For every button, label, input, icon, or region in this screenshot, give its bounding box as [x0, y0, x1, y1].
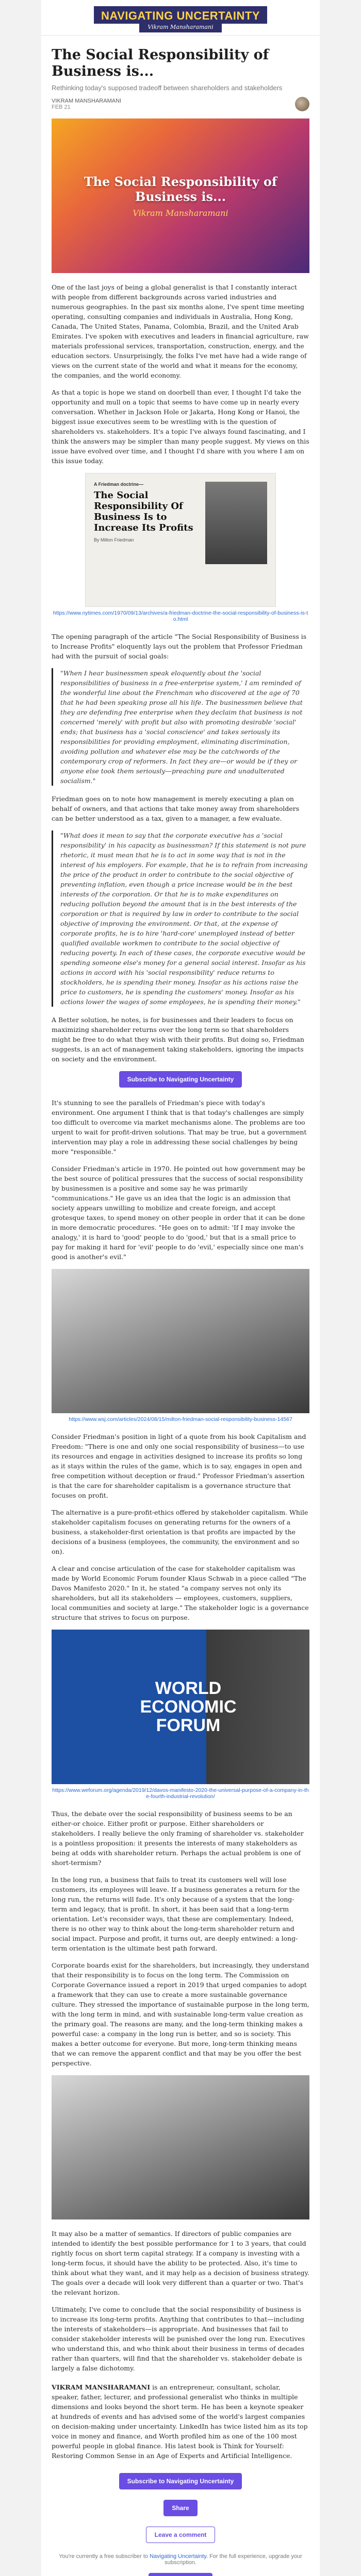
paragraph: As that a topic is hope we stand on doorbell than ever, I thought I'd take the opportunity and mull on a topic that seems to have come up in nearly every conversation. Whether in Jackson Hole or Jakarta, Hong Kong or Hanoi, the biggest issue executives seem to be wrestling with is the question of shareholders vs. stakeholders. It's a topic I've always found fascinating, and I think the answers may be simpler than many people suggest. My views on this issue have evolved over time, and I thought I'd share with you where I am on this issue today.: [52, 388, 309, 465]
upgrade-wrap: [52, 2573, 309, 2576]
article-content: [41, 47, 320, 2576]
footer-prefix: You're currently a free subscriber to: [59, 2553, 149, 2560]
figure-caption-link[interactable]: https://www.wsj.com/articles/2024/08/15/milton-friedman-social-responsibility-business-14567: [69, 1416, 292, 1422]
clipping-author: By Milton Friedman: [94, 537, 134, 543]
subscribe-wrap: [52, 1071, 309, 1088]
paragraph: Ultimately, I've come to conclude that the social responsibility of business is to increase its long-term profits. Anything that contributes to that—including the interests of stakeholders—is appropriate. And businesses that fail to consider stakeholder interests will be punished over the long run. Executives who understand this, and who think about their business in terms of decades rather than quarters, will find that the shareholder vs. stakeholder debate is largely a false dichotomy.: [52, 2306, 305, 2372]
upgrade-button[interactable]: [149, 2573, 212, 2576]
avatar[interactable]: [295, 97, 309, 111]
byline: [52, 97, 309, 111]
subscriber-note: [52, 2553, 309, 2566]
paragraph: Consider Friedman's position in light of a quote from his book Capitalism and Freedom: "There is one and only one social responsibility of business—to use its resources and engage in activities designed to increase its profits so long as it stays within the rules of the game, which is to say, engages in open and free competition without deception or fraud." Professor Friedman's assertion is that the care for shareholder capitalism is a governance structure that focuses on profit.: [52, 1433, 306, 1499]
speaker-photo: [52, 2075, 309, 2219]
wef-line: FORUM: [156, 1716, 221, 1735]
blockquote: [52, 831, 309, 1007]
friedman-photo: [205, 482, 267, 564]
wef-banner: [52, 1630, 309, 1784]
wef-logo-text: [106, 1679, 255, 1735]
paragraph: A clear and concise articulation of the case for stakeholder capitalism was made by World Economic Forum founder Klaus Schwab in a piece called "The Davos Manifesto 2020." In it, he stated "a company serves not only its shareholders, but all its stakeholders — employees, customers, suppliers, local communities and society at large." The stakeholder logic is a governance structure that strives to focus on purpose.: [52, 1565, 309, 1621]
hero-byline: Vikram Mansharamani: [133, 208, 228, 218]
blockquote: [52, 668, 309, 786]
paragraph: The opening paragraph of the article "The Social Responsibility of Business is to Increase Profits" eloquently lays out the problem that Professor Friedman had with the pursuit of social goals:: [52, 633, 307, 660]
wef-figure: [52, 1630, 309, 1800]
photo-figure: [52, 2075, 309, 2219]
paragraph: Corporate boards exist for the shareholders, but increasingly, they understand that their responsibility is to focus on the long term. The Commission on Corporate Governance issued a report in 2019 that urged companies to adopt a framework that they can use to create a more sustainable governance culture. They stressed the importance of sustainable purpose in the long term, with the long term in mind, and with sustainable long-term value creation as the primary goal. The reasons are many, and the long-term thinking makes a powerful case: a company in the long run is better, and so is society. This makes a better outcome for everyone. But more, long-term thinking means that we can remove the apparent conflict and that may be you offer the best perspective.: [52, 1961, 309, 2067]
paragraph: In the long run, a business that fails to treat its customers well will lose customers, its employees will leave. If a business generates a return for the long run, the returns will fade. It's only because of a system that the long-term and legacy, that is profit. In short, it has been said that a long-term orientation. Let's reconsider ways, that these are complementary. Indeed, there is no other way to think about the long-term shareholder return and social impact. Purpose and profit, it turns out, are deeply entwined: a long-term orientation is the ultimate best path forward.: [52, 1876, 300, 1952]
publication-link[interactable]: Navigating Uncertainty: [150, 2553, 206, 2560]
hero-title: The Social Responsibility of Business is...: [84, 174, 277, 204]
clipping-title: The Social Responsibility Of Business Is to Increase Its Profits: [94, 490, 193, 533]
leave-comment-button[interactable]: Leave a comment: [146, 2527, 216, 2543]
clipping-kicker: A Friedman doctrine—: [94, 482, 144, 487]
bio-text: is an entrepreneur, consultant, scholar, speaker, father, lecturer, and professional generalist who thinks in multiple dimensions and looks beyond the short term. He has been a keynote speaker at hundreds of events and has advised some of the world's largest companies on decision-making under uncertainty. LinkedIn has twice listed him as its top voice in money and finance, and Worth profiled him as one of the 100 most powerful people in global finance. His latest book is Think for Yourself: Restoring Common Sense in an Age of Experts and Artificial Intelligence.: [52, 2383, 308, 2460]
quote-text: "What does it mean to say that the corporate executive has a 'social responsibility' in his capacity as businessman? If this statement is not pure rhetoric, it must mean that he is to act in some way that is not in the interest of his employers. For example, that he is to refrain from increasing the price of the product in order to contribute to the social objective of preventing inflation, even though a price increase would be in the best interests of the corporation. Or that he is to make expenditures on reducing pollution beyond the amount that is in the best interests of the corporation or that is required by law in order to contribute to the social objective of improving the environment. Or that, at the expense of corporate profits, he is to hire 'hard-core' unemployed instead of better qualified available workmen to contribute to the social objective of reducing poverty. In each of these cases, the corporate executive would be spending someone else's money for a general social interest. Insofar as his actions in accord with his 'social responsibility' reduce returns to stockholders, he is spending their money. Insofar as his actions raise the price to customers, he is spending the customers' money. Insofar as his actions lower the wages of some employees, he is spending their money.": [60, 832, 308, 1006]
wef-line: ECONOMIC: [140, 1697, 237, 1717]
paragraph: The alternative is a pure-profit-ethics offered by stakeholder capitalism. While stakeholder capitalism focuses on generating returns for the owners of a business, a stakeholder-first orientation is that profits are impacted by the decisions of a business (employees, the community, the environment and so on).: [52, 1509, 308, 1555]
wef-line: WORLD: [155, 1679, 222, 1698]
masthead-logo[interactable]: NAVIGATING UNCERTAINTY: [94, 6, 267, 24]
photo-figure: [52, 1269, 309, 1422]
figure-caption-link[interactable]: https://www.nytimes.com/1970/09/13/archives/a-friedman-doctrine-the-social-responsibility-of-business-is-to.html: [53, 610, 308, 622]
paragraph: It's stunning to see the parallels of Friedman's piece with today's environment. One argument I think that is that today's challenges are simply too difficult to overcome via market mechanisms alone. The problems are too urgent to wait for profit-driven solutions. That may be true, but a government intervention may play a role in addressing these social challenges by being more "responsible.": [52, 1099, 307, 1156]
masthead-subtitle: Vikram Mansharamani: [139, 24, 222, 32]
share-button[interactable]: Share: [163, 2500, 197, 2516]
post-subtitle: Rethinking today's supposed tradeoff between shareholders and stakeholders: [52, 84, 283, 92]
paragraph: A Better solution, he notes, is for businesses and their leaders to focus on maximizing shareholder returns over the long term so that shareholders might be free to do what they wish with their profits. But doing so, Friedman suggests, is an act of management taking stakeholders, ignoring the impacts on society and the environment.: [52, 1016, 304, 1063]
subscribe-wrap: [52, 2473, 309, 2489]
paragraph: Consider Friedman's article in 1970. He pointed out how government may be the best source of political pressures that the success of social responsibility by businessmen is a positive and some say he was primarily "communications." He gave us an idea that the logic is an admission that society appears unwilling to mobilize and create foreign, and accept grotesque taxes, to spend money on other people in order that it can be done in more democratic procedures. "He goes on to admit: 'If I may invoke the analogy,' it is hard to 'good' people to do 'good,' but that is a small price to pay for making it hard for 'evil' people to do 'evil,' especially since one man's good is another's evil.": [52, 1165, 305, 1261]
quote-text: "When I hear businessmen speak eloquently about the 'social responsibilities of business in a free-enterprise system,' I am reminded of the wonderful line about the Frenchman who discovered at the age of 70 that he had been speaking prose all his life. The businessmen believe that they are defending free enterprise when they declaim that business is not concerned 'merely' with profit but also with promoting desirable 'social' ends; that business has a 'social conscience' and takes seriously its responsibilities for providing employment, eliminating discrimination, avoiding pollution and whatever else may be the catchwords of the contemporary crop of reformers. In fact they are—or would be if they or anyone else took them seriously—preaching pure and unadulterated socialism.": [60, 669, 303, 785]
footer-suffix: . For the full experience, upgrade your subscription.: [165, 2553, 302, 2566]
hero-image: [52, 118, 309, 273]
newspaper-clipping: [85, 473, 276, 607]
wef-photo: [52, 1630, 309, 1784]
paragraph: One of the last joys of being a global generalist is that I constantly interact with people from different backgrounds across varied industries and numerous geographies. In the past six months alone, I've spent time meeting operating, consulting companies and individuals in Australia, Hong Kong, Canada, The United States, Panama, Colombia, Brazil, and the United Arab Emirates. I've spoken with executives and leaders in financial agriculture, raw materials professional services, transportation, construction, energy, and the education sectors. Unsurprisingly, the folks I've met have had a wide range of views on the current state of the world and what it means for the economy, the companies, and the world economy.: [52, 283, 309, 379]
newspaper-clipping-figure: [52, 473, 309, 622]
paragraph: Thus, the debate over the social responsibility of business seems to be an either-or choice. Either profit or purpose. Either shareholders or stakeholders. I really believe the only framing of shareholder vs. stakeholder is a pointless proposition: it presents the interests of many stakeholders as being at odds with shareholder return. Perhaps the actual problem is one of short-termism?: [52, 1810, 304, 1867]
post-title: The Social Responsibility of Business is...: [52, 47, 269, 79]
figure-caption-link[interactable]: https://www.weforum.org/agenda/2019/12/davos-manifesto-2020-the-universal-purpose-of-a-company-in-the-fourth-industrial-revolution/: [52, 1787, 309, 1800]
share-wrap: [52, 2500, 309, 2516]
subscribe-button[interactable]: Subscribe to Navigating Uncertainty: [119, 2473, 242, 2489]
author-name[interactable]: VIKRAM MANSHARAMANI: [52, 98, 122, 104]
friedman-portrait-photo: [52, 1269, 309, 1413]
masthead: [41, 0, 320, 36]
newsletter-page: [41, 0, 320, 2576]
paragraph: It may also be a matter of semantics. If directors of public companies are intended to identify the best possible performance for 1 to 3 years, that could rightly focus on short term capital strategy. If a company is investing with a long-term focus, it should have the ability to be protected. Also, it's time to think about what they want, and it may help as a decision of business strategy. The goals over a decade will look very different than a quarter or two. That's the relevant horizon.: [52, 2230, 309, 2296]
comment-wrap: [52, 2527, 309, 2543]
paragraph: Friedman goes on to note how management is merely executing a plan on behalf of owners, and that actions that take money away from shareholders can be better understood as a tax, given to a manager, a few evaluate.: [52, 795, 300, 822]
subscribe-button[interactable]: Subscribe to Navigating Uncertainty: [119, 1071, 242, 1088]
post-date: FEB 21: [52, 104, 71, 110]
bio-name: VIKRAM MANSHARAMANI: [52, 2383, 151, 2391]
author-bio: [52, 2382, 309, 2461]
